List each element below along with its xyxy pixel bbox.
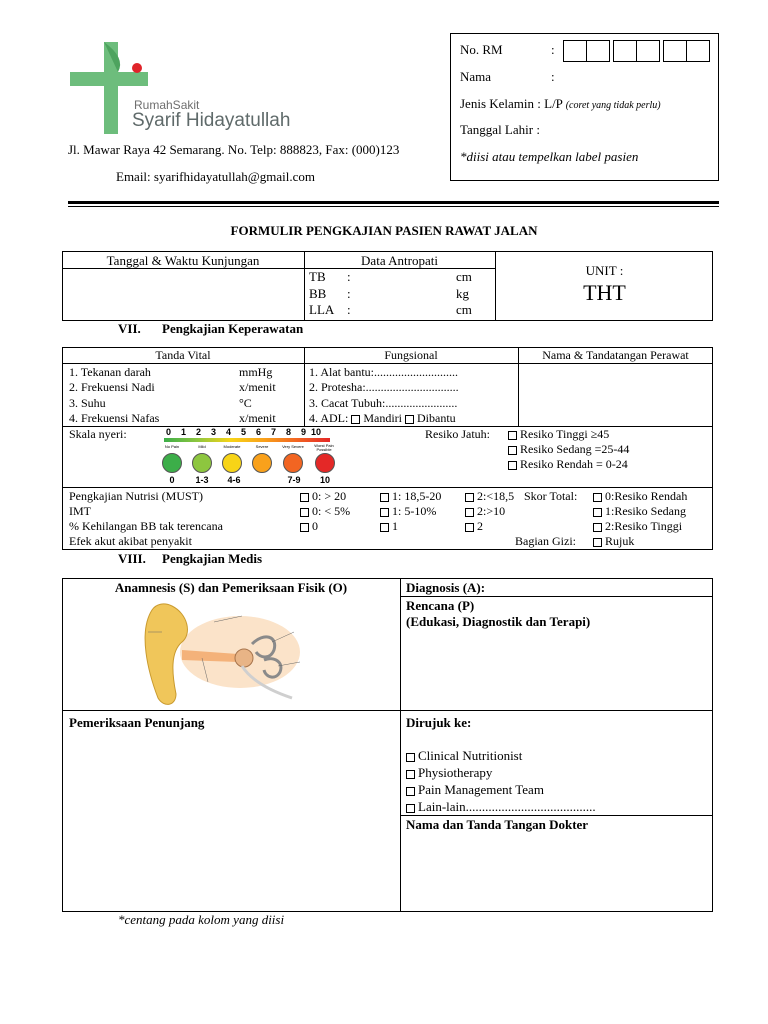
header-divider [68, 201, 719, 204]
dirujuk-header: Dirujuk ke: [406, 715, 472, 730]
lla-label: LLA [309, 302, 335, 317]
adl-dibantu-checkbox[interactable] [405, 415, 414, 424]
kehilangan-bb-1[interactable]: 1 [380, 519, 398, 534]
moderate-face-icon [222, 453, 242, 473]
hospital-name: Syarif Hidayatullah [132, 110, 291, 131]
anamnesis-header: Anamnesis (S) dan Pemeriksaan Fisik (O) [114, 580, 348, 595]
no-pain-face-icon [162, 453, 182, 473]
fungsi-protesha: 2. Protesha:............................... [309, 380, 459, 394]
nutrisi-must-label: Pengkajian Nutrisi (MUST) [69, 489, 203, 503]
skor-rendah-option[interactable]: 0:Resiko Rendah [593, 489, 687, 504]
visit-datetime-field[interactable] [64, 270, 302, 319]
rencana-subheader: (Edukasi, Diagnostik dan Terapi) [406, 614, 591, 629]
section-8-title: Pengkajian Medis [162, 551, 263, 566]
fungsi-adl: 4. ADL: Mandiri Dibantu [309, 411, 456, 425]
severe-face-icon [252, 453, 272, 473]
form-title: FORMULIR PENGKAJIAN PASIEN RAWAT JALAN [230, 223, 538, 238]
penunjang-field[interactable] [64, 712, 398, 910]
label-note: *diisi atau tempelkan label pasien [460, 149, 639, 164]
section-7-number: VII. [118, 321, 141, 336]
kehilangan-bb-0[interactable]: 0 [300, 519, 318, 534]
tanggal-lahir-label: Tanggal Lahir : [460, 122, 540, 137]
bb-label: BB [309, 286, 327, 301]
skor-total-label: Skor Total: [524, 489, 578, 503]
fungsi-alat-bantu: 1. Alat bantu:............................ [309, 365, 458, 379]
rujuk-gizi-option[interactable]: Rujuk [593, 534, 634, 549]
hospital-small-name: RumahSakit [134, 98, 200, 112]
no-rm-label: No. RM [460, 42, 503, 57]
nama-label: Nama [460, 69, 492, 84]
penunjang-header: Pemeriksaan Penunjang [69, 715, 205, 730]
doctor-signature-field[interactable] [402, 834, 711, 910]
resiko-jatuh-label: Resiko Jatuh: [425, 427, 490, 441]
rencana-header: Rencana (P) [406, 598, 475, 613]
pain-scale-numbers: 0 1 2 3 4 5 6 7 8 9 10 [166, 427, 322, 437]
fungsional-header: Fungsional [384, 348, 438, 362]
section-7-title: Pengkajian Keperawatan [162, 321, 304, 336]
imt-0[interactable]: 0: < 5% [300, 504, 350, 519]
rujuk-clinical-nutritionist[interactable]: Clinical Nutritionist [406, 748, 522, 764]
coret-note: (coret yang tidak perlu) [565, 100, 661, 111]
hospital-email: Email: syarifhidayatullah@gmail.com [116, 169, 315, 184]
patient-label-box: No. RM : Nama : Jenis Kelamin : L/P (coret yang tidak perlu) Tanggal Lahir : *diisi atau tempelkan label pasien [450, 33, 719, 181]
vital-nadi: 2. Frekuensi Nadi [69, 380, 155, 394]
nutrisi-must-2[interactable]: 2:<18,5 [465, 489, 514, 504]
imt-label: IMT [69, 504, 91, 518]
nutrisi-must-0[interactable]: 0: > 20 [300, 489, 346, 504]
nama-perawat-header: Nama & Tandatangan Perawat [542, 348, 689, 362]
vital-nafas: 4. Frekuensi Nafas [69, 411, 160, 425]
anamnesis-field[interactable] [64, 600, 140, 706]
section-8-number: VIII. [118, 551, 146, 566]
antropometri-header: Data Antropati [361, 253, 438, 268]
rujuk-lain-lain[interactable]: Lain-lain........................................ [406, 799, 596, 815]
very-severe-face-icon [283, 453, 303, 473]
tanda-vital-header: Tanda Vital [155, 348, 211, 362]
nutrisi-must-1[interactable]: 1: 18,5-20 [380, 489, 441, 504]
kehilangan-bb-label: % Kehilangan BB tak terencana [69, 519, 223, 533]
resiko-tinggi-option[interactable]: Resiko Tinggi ≥45 [508, 427, 609, 442]
resiko-sedang-option[interactable]: Resiko Sedang =25-44 [508, 442, 629, 457]
efek-akut-label: Efek akut akibat penyakit [69, 534, 192, 548]
footnote: *centang pada kolom yang diisi [118, 912, 285, 927]
imt-1[interactable]: 1: 5-10% [380, 504, 436, 519]
resiko-rendah-option[interactable]: Resiko Rendah = 0-24 [508, 457, 628, 472]
no-rm-digit-boxes[interactable] [563, 40, 709, 62]
visit-datetime-header: Tanggal & Waktu Kunjungan [106, 253, 260, 268]
imt-2[interactable]: 2:>10 [465, 504, 505, 519]
pain-scale[interactable]: 0 1 2 3 4 5 6 7 8 9 10 No Pain Mild Moderate Severe Very Severe Worst Pain Possible 0 1-3 4-6 7-9 10 [160, 427, 338, 487]
diagnosis-header: Diagnosis (A): [406, 580, 486, 595]
skor-sedang-option[interactable]: 1:Resiko Sedang [593, 504, 686, 519]
hospital-address: Jl. Mawar Raya 42 Semarang. No. Telp: 888823, Fax: (000)123 [68, 142, 400, 157]
mild-face-icon [192, 453, 212, 473]
skala-nyeri-label: Skala nyeri: [69, 427, 127, 441]
rujuk-pain-management[interactable]: Pain Management Team [406, 782, 544, 798]
fungsi-cacat: 3. Cacat Tubuh:........................ [309, 396, 458, 410]
vital-tekanan-darah: 1. Tekanan darah [69, 365, 151, 379]
skor-tinggi-option[interactable]: 2:Resiko Tinggi [593, 519, 682, 534]
tb-label: TB [309, 269, 326, 284]
rujuk-physiotherapy[interactable]: Physiotherapy [406, 765, 492, 781]
kehilangan-bb-2[interactable]: 2 [465, 519, 483, 534]
bagian-gizi-label: Bagian Gizi: [515, 534, 576, 548]
pain-gradient-bar [164, 438, 330, 442]
vital-suhu: 3. Suhu [69, 396, 106, 410]
jenis-kelamin-label: Jenis Kelamin : L/P (coret yang tidak perlu) [460, 96, 661, 111]
worst-pain-face-icon [315, 453, 335, 473]
adl-mandiri-checkbox[interactable] [351, 415, 360, 424]
nama-dokter-header: Nama dan Tanda Tangan Dokter [406, 817, 589, 832]
unit-label: UNIT : [585, 263, 624, 278]
ear-anatomy-illustration [142, 602, 317, 708]
unit-value: THT [583, 280, 626, 305]
